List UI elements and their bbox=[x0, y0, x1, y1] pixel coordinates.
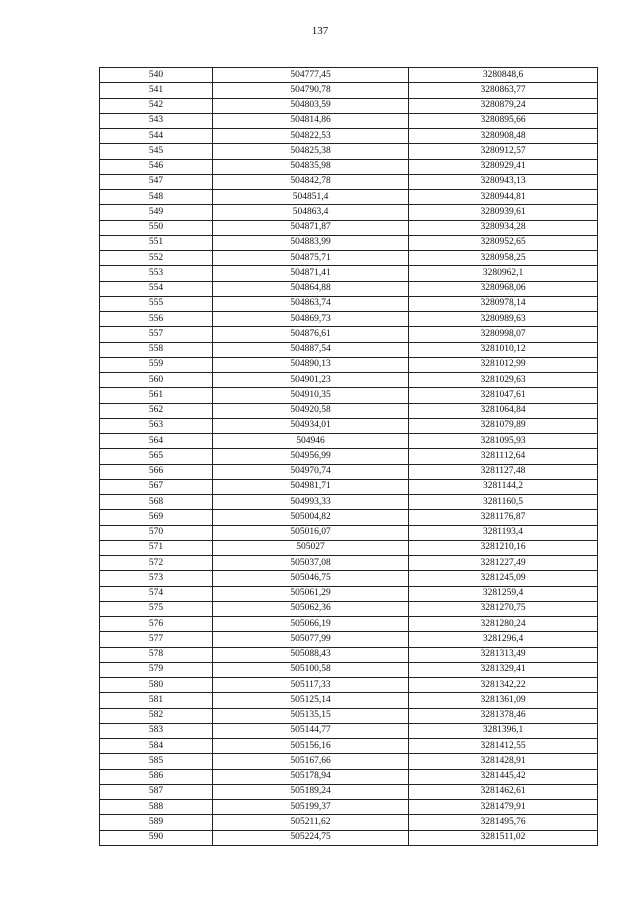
x-coordinate-cell: 505088,43 bbox=[213, 647, 409, 662]
y-coordinate-cell: 3280958,25 bbox=[409, 251, 598, 266]
y-coordinate-cell: 3281079,89 bbox=[409, 418, 598, 433]
x-coordinate-cell: 505199,37 bbox=[213, 800, 409, 815]
y-coordinate-cell: 3280943,13 bbox=[409, 174, 598, 189]
y-coordinate-cell: 3280989,63 bbox=[409, 312, 598, 327]
point-number-cell: 577 bbox=[100, 632, 213, 647]
point-number-cell: 543 bbox=[100, 113, 213, 128]
x-coordinate-cell: 504887,54 bbox=[213, 342, 409, 357]
x-coordinate-cell: 504981,71 bbox=[213, 479, 409, 494]
table-row bbox=[100, 449, 598, 464]
point-number-cell: 551 bbox=[100, 235, 213, 250]
x-coordinate-cell: 504863,74 bbox=[213, 296, 409, 311]
point-number-cell: 545 bbox=[100, 144, 213, 159]
y-coordinate-cell: 3281012,99 bbox=[409, 357, 598, 372]
coordinates-table bbox=[99, 67, 598, 846]
table-row bbox=[100, 68, 598, 83]
y-coordinate-cell: 3281296,4 bbox=[409, 632, 598, 647]
table-row bbox=[100, 205, 598, 220]
y-coordinate-cell: 3281144,2 bbox=[409, 479, 598, 494]
point-number-cell: 542 bbox=[100, 98, 213, 113]
x-coordinate-cell: 504901,23 bbox=[213, 373, 409, 388]
x-coordinate-cell: 505144,77 bbox=[213, 723, 409, 738]
table-row bbox=[100, 266, 598, 281]
table-row bbox=[100, 693, 598, 708]
point-number-cell: 566 bbox=[100, 464, 213, 479]
y-coordinate-cell: 3281361,09 bbox=[409, 693, 598, 708]
table-row bbox=[100, 586, 598, 601]
x-coordinate-cell: 504871,87 bbox=[213, 220, 409, 235]
x-coordinate-cell: 505167,66 bbox=[213, 754, 409, 769]
y-coordinate-cell: 3281313,49 bbox=[409, 647, 598, 662]
point-number-cell: 546 bbox=[100, 159, 213, 174]
x-coordinate-cell: 504876,61 bbox=[213, 327, 409, 342]
table-row bbox=[100, 754, 598, 769]
point-number-cell: 571 bbox=[100, 540, 213, 555]
table-row bbox=[100, 571, 598, 586]
table-row bbox=[100, 525, 598, 540]
y-coordinate-cell: 3281127,48 bbox=[409, 464, 598, 479]
y-coordinate-cell: 3280879,24 bbox=[409, 98, 598, 113]
table-row bbox=[100, 800, 598, 815]
table-row bbox=[100, 342, 598, 357]
point-number-cell: 555 bbox=[100, 296, 213, 311]
point-number-cell: 587 bbox=[100, 784, 213, 799]
table-row bbox=[100, 235, 598, 250]
x-coordinate-cell: 505037,08 bbox=[213, 556, 409, 571]
y-coordinate-cell: 3280944,81 bbox=[409, 190, 598, 205]
y-coordinate-cell: 3281280,24 bbox=[409, 617, 598, 632]
x-coordinate-cell: 504803,59 bbox=[213, 98, 409, 113]
y-coordinate-cell: 3281270,75 bbox=[409, 601, 598, 616]
y-coordinate-cell: 3280934,28 bbox=[409, 220, 598, 235]
table-row bbox=[100, 601, 598, 616]
point-number-cell: 562 bbox=[100, 403, 213, 418]
y-coordinate-cell: 3281160,5 bbox=[409, 495, 598, 510]
point-number-cell: 582 bbox=[100, 708, 213, 723]
point-number-cell: 544 bbox=[100, 129, 213, 144]
table-row bbox=[100, 174, 598, 189]
point-number-cell: 583 bbox=[100, 723, 213, 738]
x-coordinate-cell: 505224,75 bbox=[213, 830, 409, 845]
y-coordinate-cell: 3281495,76 bbox=[409, 815, 598, 830]
point-number-cell: 570 bbox=[100, 525, 213, 540]
point-number-cell: 561 bbox=[100, 388, 213, 403]
x-coordinate-cell: 504777,45 bbox=[213, 68, 409, 83]
point-number-cell: 581 bbox=[100, 693, 213, 708]
x-coordinate-cell: 505077,99 bbox=[213, 632, 409, 647]
y-coordinate-cell: 3281445,42 bbox=[409, 769, 598, 784]
y-coordinate-cell: 3281245,09 bbox=[409, 571, 598, 586]
point-number-cell: 564 bbox=[100, 434, 213, 449]
point-number-cell: 554 bbox=[100, 281, 213, 296]
table-row bbox=[100, 373, 598, 388]
point-number-cell: 589 bbox=[100, 815, 213, 830]
y-coordinate-cell: 3280929,41 bbox=[409, 159, 598, 174]
x-coordinate-cell: 504934,01 bbox=[213, 418, 409, 433]
point-number-cell: 590 bbox=[100, 830, 213, 845]
point-number-cell: 580 bbox=[100, 678, 213, 693]
point-number-cell: 585 bbox=[100, 754, 213, 769]
point-number-cell: 586 bbox=[100, 769, 213, 784]
table-row bbox=[100, 281, 598, 296]
y-coordinate-cell: 3280998,07 bbox=[409, 327, 598, 342]
x-coordinate-cell: 504851,4 bbox=[213, 190, 409, 205]
point-number-cell: 550 bbox=[100, 220, 213, 235]
x-coordinate-cell: 505061,29 bbox=[213, 586, 409, 601]
y-coordinate-cell: 3280908,48 bbox=[409, 129, 598, 144]
y-coordinate-cell: 3281176,87 bbox=[409, 510, 598, 525]
point-number-cell: 559 bbox=[100, 357, 213, 372]
x-coordinate-cell: 504790,78 bbox=[213, 83, 409, 98]
x-coordinate-cell: 505125,14 bbox=[213, 693, 409, 708]
y-coordinate-cell: 3281029,63 bbox=[409, 373, 598, 388]
y-coordinate-cell: 3281462,61 bbox=[409, 784, 598, 799]
point-number-cell: 541 bbox=[100, 83, 213, 98]
point-number-cell: 549 bbox=[100, 205, 213, 220]
x-coordinate-cell: 505156,16 bbox=[213, 739, 409, 754]
x-coordinate-cell: 505016,07 bbox=[213, 525, 409, 540]
point-number-cell: 540 bbox=[100, 68, 213, 83]
table-row bbox=[100, 815, 598, 830]
table-row bbox=[100, 83, 598, 98]
y-coordinate-cell: 3281342,22 bbox=[409, 678, 598, 693]
point-number-cell: 572 bbox=[100, 556, 213, 571]
x-coordinate-cell: 504863,4 bbox=[213, 205, 409, 220]
x-coordinate-cell: 504869,73 bbox=[213, 312, 409, 327]
x-coordinate-cell: 505189,24 bbox=[213, 784, 409, 799]
x-coordinate-cell: 505004,82 bbox=[213, 510, 409, 525]
point-number-cell: 588 bbox=[100, 800, 213, 815]
y-coordinate-cell: 3281064,84 bbox=[409, 403, 598, 418]
point-number-cell: 552 bbox=[100, 251, 213, 266]
x-coordinate-cell: 505027 bbox=[213, 540, 409, 555]
table-row bbox=[100, 327, 598, 342]
y-coordinate-cell: 3280912,57 bbox=[409, 144, 598, 159]
x-coordinate-cell: 504956,99 bbox=[213, 449, 409, 464]
y-coordinate-cell: 3280962,1 bbox=[409, 266, 598, 281]
point-number-cell: 575 bbox=[100, 601, 213, 616]
point-number-cell: 569 bbox=[100, 510, 213, 525]
table-row bbox=[100, 769, 598, 784]
y-coordinate-cell: 3281010,12 bbox=[409, 342, 598, 357]
y-coordinate-cell: 3280863,77 bbox=[409, 83, 598, 98]
table-row bbox=[100, 479, 598, 494]
table-row bbox=[100, 190, 598, 205]
x-coordinate-cell: 504883,99 bbox=[213, 235, 409, 250]
x-coordinate-cell: 505046,75 bbox=[213, 571, 409, 586]
x-coordinate-cell: 504890,13 bbox=[213, 357, 409, 372]
x-coordinate-cell: 505135,15 bbox=[213, 708, 409, 723]
x-coordinate-cell: 504842,78 bbox=[213, 174, 409, 189]
y-coordinate-cell: 3281329,41 bbox=[409, 662, 598, 677]
table-row bbox=[100, 98, 598, 113]
x-coordinate-cell: 504920,58 bbox=[213, 403, 409, 418]
point-number-cell: 553 bbox=[100, 266, 213, 281]
table-row bbox=[100, 510, 598, 525]
y-coordinate-cell: 3281479,91 bbox=[409, 800, 598, 815]
x-coordinate-cell: 505117,33 bbox=[213, 678, 409, 693]
table-row bbox=[100, 617, 598, 632]
y-coordinate-cell: 3281210,16 bbox=[409, 540, 598, 555]
point-number-cell: 576 bbox=[100, 617, 213, 632]
point-number-cell: 568 bbox=[100, 495, 213, 510]
coordinates-table-body bbox=[100, 68, 598, 846]
point-number-cell: 578 bbox=[100, 647, 213, 662]
table-row bbox=[100, 495, 598, 510]
point-number-cell: 567 bbox=[100, 479, 213, 494]
x-coordinate-cell: 504871,41 bbox=[213, 266, 409, 281]
point-number-cell: 557 bbox=[100, 327, 213, 342]
point-number-cell: 547 bbox=[100, 174, 213, 189]
table-row bbox=[100, 784, 598, 799]
y-coordinate-cell: 3281396,1 bbox=[409, 723, 598, 738]
y-coordinate-cell: 3280968,06 bbox=[409, 281, 598, 296]
table-row bbox=[100, 464, 598, 479]
table-row bbox=[100, 647, 598, 662]
y-coordinate-cell: 3281259,4 bbox=[409, 586, 598, 601]
x-coordinate-cell: 505178,94 bbox=[213, 769, 409, 784]
point-number-cell: 563 bbox=[100, 418, 213, 433]
table-row bbox=[100, 418, 598, 433]
point-number-cell: 558 bbox=[100, 342, 213, 357]
table-row bbox=[100, 723, 598, 738]
y-coordinate-cell: 3280848,6 bbox=[409, 68, 598, 83]
table-row bbox=[100, 434, 598, 449]
page-number: 137 bbox=[311, 25, 329, 37]
table-row bbox=[100, 159, 598, 174]
table-row bbox=[100, 296, 598, 311]
x-coordinate-cell: 505062,36 bbox=[213, 601, 409, 616]
x-coordinate-cell: 505211,62 bbox=[213, 815, 409, 830]
x-coordinate-cell: 505066,19 bbox=[213, 617, 409, 632]
y-coordinate-cell: 3280952,65 bbox=[409, 235, 598, 250]
y-coordinate-cell: 3280978,14 bbox=[409, 296, 598, 311]
table-row bbox=[100, 540, 598, 555]
x-coordinate-cell: 504822,53 bbox=[213, 129, 409, 144]
table-row bbox=[100, 678, 598, 693]
point-number-cell: 584 bbox=[100, 739, 213, 754]
table-row bbox=[100, 388, 598, 403]
point-number-cell: 579 bbox=[100, 662, 213, 677]
x-coordinate-cell: 504825,38 bbox=[213, 144, 409, 159]
table-row bbox=[100, 556, 598, 571]
table-row bbox=[100, 220, 598, 235]
table-row bbox=[100, 144, 598, 159]
y-coordinate-cell: 3281428,91 bbox=[409, 754, 598, 769]
table-row bbox=[100, 739, 598, 754]
table-row bbox=[100, 403, 598, 418]
y-coordinate-cell: 3281193,4 bbox=[409, 525, 598, 540]
point-number-cell: 565 bbox=[100, 449, 213, 464]
x-coordinate-cell: 504993,33 bbox=[213, 495, 409, 510]
table-row bbox=[100, 312, 598, 327]
x-coordinate-cell: 504946 bbox=[213, 434, 409, 449]
y-coordinate-cell: 3281378,46 bbox=[409, 708, 598, 723]
table-row bbox=[100, 632, 598, 647]
x-coordinate-cell: 504910,35 bbox=[213, 388, 409, 403]
y-coordinate-cell: 3280939,61 bbox=[409, 205, 598, 220]
y-coordinate-cell: 3281412,55 bbox=[409, 739, 598, 754]
point-number-cell: 556 bbox=[100, 312, 213, 327]
y-coordinate-cell: 3281227,49 bbox=[409, 556, 598, 571]
y-coordinate-cell: 3281112,64 bbox=[409, 449, 598, 464]
y-coordinate-cell: 3280895,66 bbox=[409, 113, 598, 128]
table-row bbox=[100, 113, 598, 128]
table-row bbox=[100, 662, 598, 677]
x-coordinate-cell: 504835,98 bbox=[213, 159, 409, 174]
point-number-cell: 573 bbox=[100, 571, 213, 586]
y-coordinate-cell: 3281047,61 bbox=[409, 388, 598, 403]
x-coordinate-cell: 504864,88 bbox=[213, 281, 409, 296]
x-coordinate-cell: 504814,86 bbox=[213, 113, 409, 128]
x-coordinate-cell: 504970,74 bbox=[213, 464, 409, 479]
table-row bbox=[100, 129, 598, 144]
point-number-cell: 548 bbox=[100, 190, 213, 205]
table-row bbox=[100, 357, 598, 372]
table-row bbox=[100, 708, 598, 723]
y-coordinate-cell: 3281095,93 bbox=[409, 434, 598, 449]
point-number-cell: 560 bbox=[100, 373, 213, 388]
table-row bbox=[100, 830, 598, 845]
point-number-cell: 574 bbox=[100, 586, 213, 601]
y-coordinate-cell: 3281511,02 bbox=[409, 830, 598, 845]
x-coordinate-cell: 505100,58 bbox=[213, 662, 409, 677]
x-coordinate-cell: 504875,71 bbox=[213, 251, 409, 266]
table-row bbox=[100, 251, 598, 266]
